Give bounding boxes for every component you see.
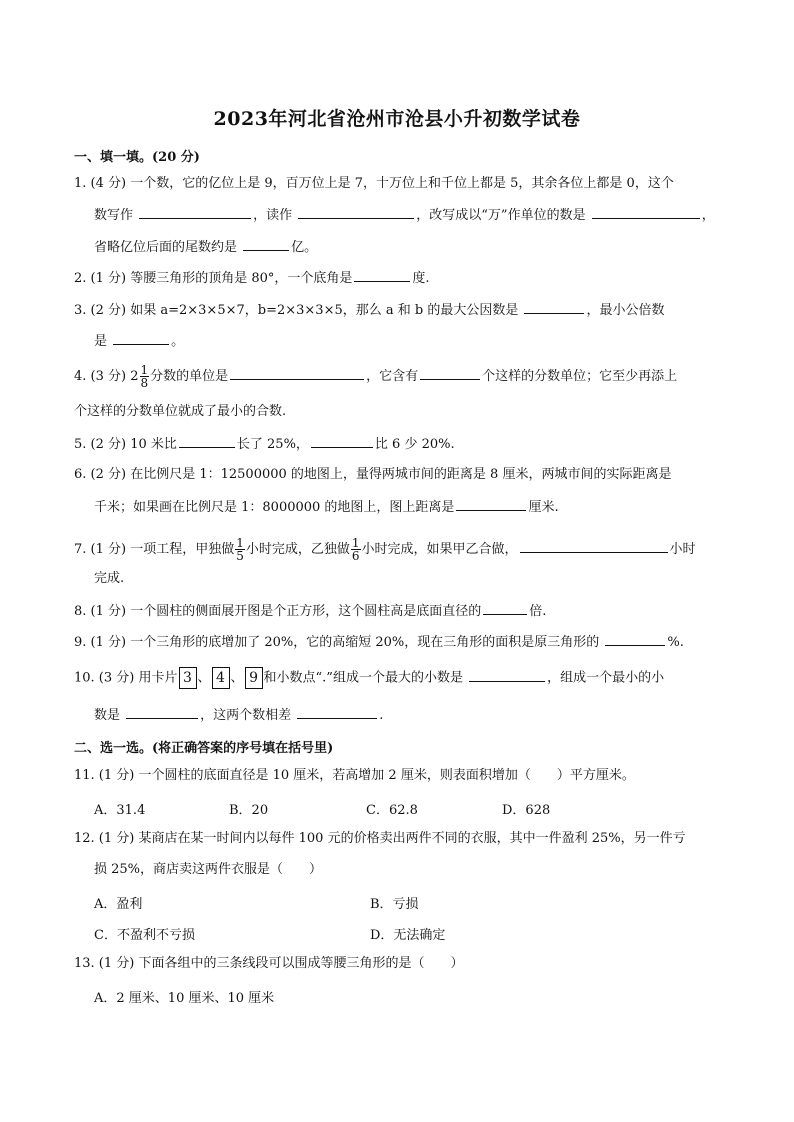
- option-c[interactable]: C．62.8: [366, 803, 418, 818]
- question-11: 11. (1 分) 一个圆柱的底面直径是 10 厘米，若高增加 2 厘米，则表面积增加（ ）平方厘米。: [74, 768, 635, 783]
- question-1-line-3: 省略亿位后面的尾数约是 亿。: [94, 237, 317, 257]
- question-1-line-1: 1. (4 分) 一个数，它的亿位上是 9，百万位上是 7，十万位上和千位上都是 5，其余各位上都是 0，这个: [74, 176, 674, 191]
- answer-blank[interactable]: [243, 237, 289, 251]
- question-1-line-2: 数写作 ，读作 ，改写成以“万”作单位的数是 ，: [94, 205, 715, 225]
- option-d[interactable]: D．无法确定: [370, 928, 446, 943]
- section-heading-fill: 一、填一填。(20 分): [74, 150, 200, 165]
- question-12-line-2: 损 25%，商店卖这两件衣服是（ ）: [94, 862, 323, 877]
- answer-blank[interactable]: [113, 331, 169, 345]
- question-7-line-2: 完成.: [94, 571, 125, 586]
- answer-blank[interactable]: [520, 539, 668, 553]
- answer-blank[interactable]: [354, 268, 410, 282]
- answer-blank[interactable]: [298, 205, 414, 219]
- answer-blank[interactable]: [297, 705, 377, 719]
- option-b[interactable]: B．20: [229, 803, 269, 818]
- section-heading-choice: 二、选一选。(将正确答案的序号填在括号里): [74, 741, 334, 756]
- option-a[interactable]: A．31.4: [94, 803, 146, 818]
- answer-blank[interactable]: [524, 300, 584, 314]
- answer-blank[interactable]: [592, 205, 700, 219]
- question-13: 13. (1 分) 下面各组中的三条线段可以围成等腰三角形的是（ ）: [74, 956, 464, 971]
- question-3-line-2: 是 。: [94, 331, 184, 351]
- number-card: 3: [179, 667, 197, 689]
- answer-blank[interactable]: [483, 601, 527, 615]
- mixed-fraction: $\frac{1}{8}$: [140, 363, 149, 390]
- option-a[interactable]: A．盈利: [94, 897, 143, 912]
- question-6-line-1: 6. (2 分) 在比例尺是 1：12500000 的地图上，量得两城市间的距离是 8 厘米，两城市间的实际距离是: [74, 467, 672, 482]
- answer-blank[interactable]: [420, 366, 480, 380]
- fraction: $\frac{1}{6}$: [351, 536, 360, 563]
- option-b[interactable]: B．亏损: [370, 897, 419, 912]
- question-8: 8. (1 分) 一个圆柱的侧面展开图是个正方形，这个圆柱高是底面直径的 倍.: [74, 601, 546, 621]
- option-a[interactable]: A．2 厘米、10 厘米、10 厘米: [94, 991, 275, 1006]
- answer-blank[interactable]: [126, 705, 198, 719]
- answer-blank[interactable]: [179, 434, 235, 448]
- answer-blank[interactable]: [311, 434, 373, 448]
- number-card: 9: [245, 667, 263, 689]
- question-10-line-2: 数是 ，这两个数相差 .: [94, 705, 383, 725]
- question-10-line-1: 10. (3 分) 用卡片 3 、 4 、 9 和小数点“.”组成一个最大的小数是 ，组成一个最小的小: [74, 667, 664, 689]
- question-5: 5. (2 分) 10 米比 长了 25%， 比 6 少 20%.: [74, 434, 455, 454]
- answer-blank[interactable]: [456, 497, 526, 511]
- question-2: 2. (1 分) 等腰三角形的顶角是 80°，一个底角是 度.: [74, 268, 430, 288]
- page-title: 2023年河北省沧州市沧县小升初数学试卷: [213, 108, 581, 130]
- question-9: 9. (1 分) 一个三角形的底增加了 20%，它的高缩短 20%，现在三角形的面积是原三角形的 %.: [74, 632, 684, 652]
- question-4-line-1: 4. (3 分) 2 $\frac{1}{8}$ 分数的单位是 ，它含有 个这样的分数单位；它至少再添上: [74, 363, 678, 390]
- question-6-line-2: 千米；如果画在比例尺是 1：8000000 的地图上，图上距离是 厘米.: [94, 497, 559, 517]
- option-d[interactable]: D．628: [502, 803, 551, 818]
- question-7-line-1: 7. (1 分) 一项工程，甲独做 $\frac{1}{5}$ 小时完成，乙独做 $\frac{1}{6}$ 小时完成，如果甲乙合做， 小时: [74, 536, 696, 563]
- answer-blank[interactable]: [139, 205, 251, 219]
- question-12-line-1: 12. (1 分) 某商店在某一时间内以每件 100 元的价格卖出两件不同的衣服，其中一件盈利 25%，另一件亏: [74, 831, 686, 846]
- question-3-line-1: 3. (2 分) 如果 a=2×3×5×7，b=2×3×3×5，那么 a 和 b 的最大公因数是 ，最小公倍数: [74, 300, 664, 320]
- answer-blank[interactable]: [230, 366, 364, 380]
- answer-blank[interactable]: [605, 632, 665, 646]
- number-card: 4: [212, 667, 230, 689]
- option-c[interactable]: C．不盈利不亏损: [94, 928, 195, 943]
- fraction: $\frac{1}{5}$: [236, 536, 244, 563]
- answer-blank[interactable]: [469, 668, 545, 682]
- question-4-line-2: 个这样的分数单位就成了最小的合数.: [74, 404, 287, 419]
